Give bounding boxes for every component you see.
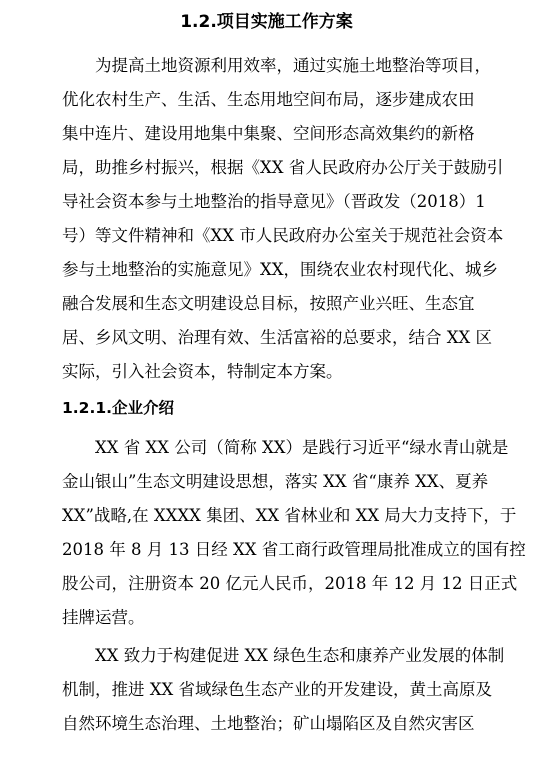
paragraph-line: 局，助推乡村振兴，根据《XX 省人民政府办公厅关于鼓励引 [62, 158, 504, 177]
paragraph-line: 2018 年 8 月 13 日经 XX 省工商行政管理局批准成立的国有控 [62, 540, 526, 559]
subsection-heading: 1.2.1.企业介绍 [62, 399, 175, 417]
paragraph-line: 融合发展和生态文明建设总目标，按照产业兴旺、生态宜 [62, 294, 475, 313]
paragraph-line: 集中连片、建设用地集中集聚、空间形态高效集约的新格 [62, 124, 475, 143]
paragraph-line: 导社会资本参与土地整治的指导意见》（晋政发（2018）1 [62, 192, 486, 211]
paragraph-line: 金山银山”生态文明建设思想，落实 XX 省“康养 XX、夏养 [62, 472, 489, 491]
paragraph-line: 优化农村生产、生活、生态用地空间布局，逐步建成农田 [62, 90, 475, 109]
paragraph-line: 机制，推进 XX 省域绿色生态产业的开发建设，黄土高原及 [62, 680, 492, 699]
paragraph-line: XX”战略,在 XXXX 集团、XX 省林业和 XX 局大力支持下，于 [62, 506, 517, 525]
paragraph-line: 居、乡风文明、治理有效、生活富裕的总要求，结合 XX 区 [62, 328, 492, 347]
paragraph-line: 自然环境生态治理、土地整治；矿山塌陷区及自然灾害区 [62, 714, 475, 733]
paragraph-line: 号）等文件精神和《XX 市人民政府办公室关于规范社会资本 [62, 226, 504, 245]
section-title: 1.2.项目实施工作方案 [180, 12, 353, 32]
paragraph-line: 参与土地整治的实施意见》XX，围绕农业农村现代化、城乡 [62, 260, 498, 279]
paragraph-line: XX 省 XX 公司（简称 XX）是践行习近平“绿水青山就是 [95, 438, 509, 457]
paragraph-line: 挂牌运营。 [62, 608, 145, 627]
paragraph-line: 股公司，注册资本 20 亿元人民币，2018 年 12 月 12 日正式 [62, 574, 518, 593]
paragraph-line: XX 致力于构建促进 XX 绿色生态和康养产业发展的体制 [95, 646, 505, 665]
paragraph-line: 实际，引入社会资本，特制定本方案。 [62, 362, 343, 381]
paragraph-line: 为提高土地资源利用效率，通过实施土地整治等项目， [95, 56, 491, 75]
